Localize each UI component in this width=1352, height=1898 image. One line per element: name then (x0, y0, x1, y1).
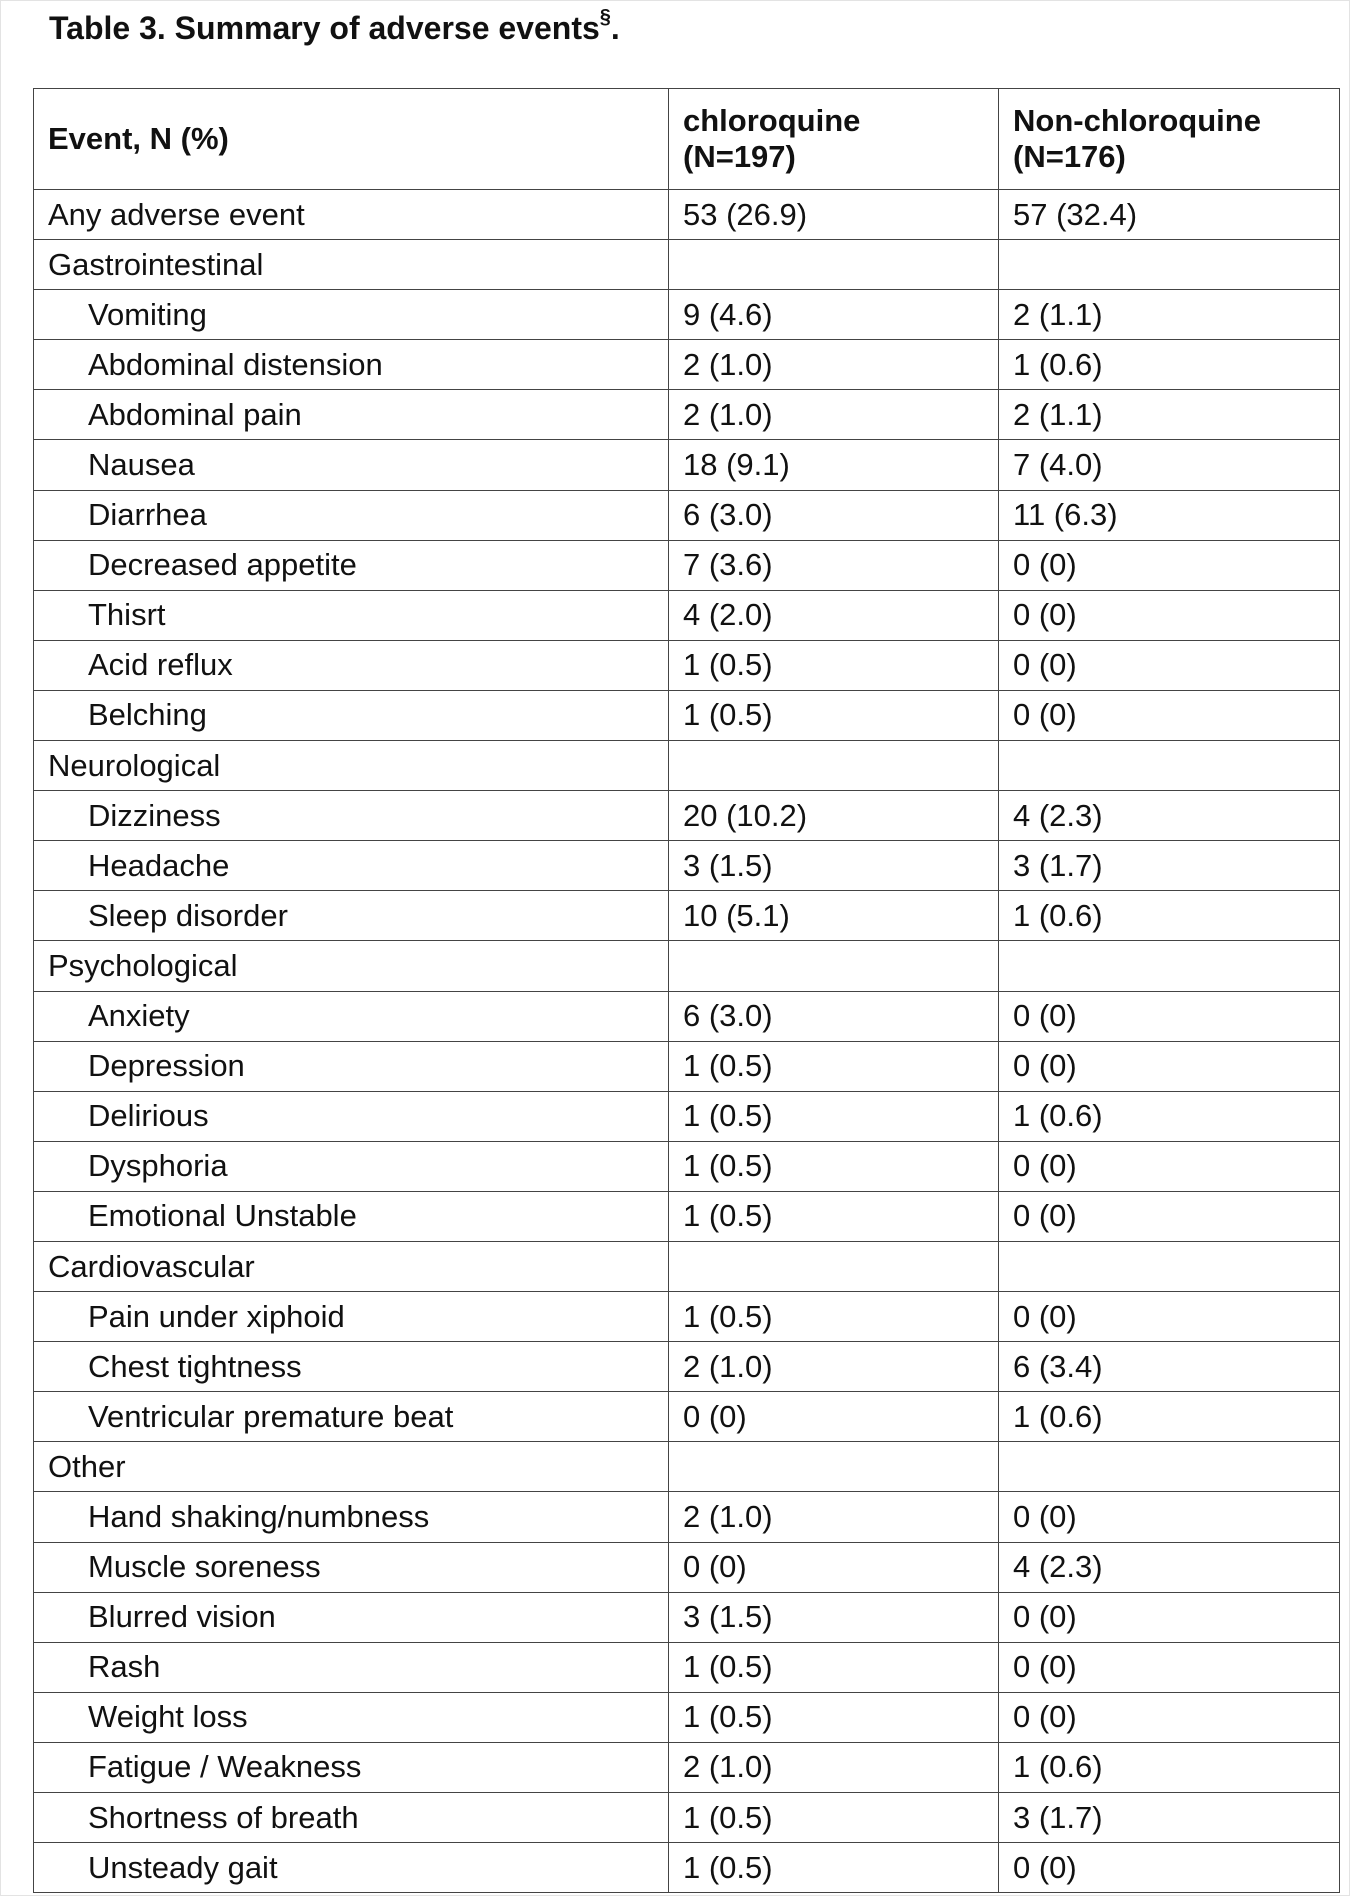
table-row (34, 490, 1340, 540)
chloroquine-cell (669, 1241, 999, 1291)
table-row (34, 791, 1340, 841)
nonchloroquine-cell: 6 (3.4) (999, 1342, 1340, 1392)
chloroquine-cell: 1 (0.5) (669, 1292, 999, 1342)
nonchloroquine-cell: 0 (0) (999, 991, 1340, 1041)
event-cell: Dizziness (34, 791, 669, 841)
nonchloroquine-cell: 0 (0) (999, 1191, 1340, 1241)
table-row (34, 1342, 1340, 1392)
nonchloroquine-cell: 0 (0) (999, 1041, 1340, 1091)
chloroquine-cell: 0 (0) (669, 1542, 999, 1592)
chloroquine-cell: 1 (0.5) (669, 1793, 999, 1843)
nonchloroquine-cell: 0 (0) (999, 1843, 1340, 1893)
nonchloroquine-cell: 0 (0) (999, 1592, 1340, 1642)
nonchloroquine-cell (999, 1241, 1340, 1291)
nonchloroquine-cell: 0 (0) (999, 1141, 1340, 1191)
chloroquine-cell: 2 (1.0) (669, 1342, 999, 1392)
nonchloroquine-cell: 0 (0) (999, 540, 1340, 590)
chloroquine-cell: 4 (2.0) (669, 590, 999, 640)
table-row (34, 290, 1340, 340)
table-row (34, 640, 1340, 690)
nonchloroquine-cell: 4 (2.3) (999, 791, 1340, 841)
table-row (34, 841, 1340, 891)
event-cell: Hand shaking/numbness (34, 1492, 669, 1542)
table-row (34, 240, 1340, 290)
event-cell: Weight loss (34, 1692, 669, 1742)
chloroquine-cell: 1 (0.5) (669, 640, 999, 690)
nonchloroquine-cell: 3 (1.7) (999, 1793, 1340, 1843)
nonchloroquine-cell (999, 1442, 1340, 1492)
category-cell: Cardiovascular (34, 1241, 669, 1291)
event-cell: Acid reflux (34, 640, 669, 690)
nonchloroquine-cell: 2 (1.1) (999, 390, 1340, 440)
event-cell: Decreased appetite (34, 540, 669, 590)
table-caption (49, 8, 620, 48)
table-row (34, 991, 1340, 1041)
event-cell: Nausea (34, 440, 669, 490)
header-event: Event, N (%) (34, 89, 669, 190)
table-row (34, 1642, 1340, 1692)
table-row (34, 190, 1340, 240)
table-row (34, 1041, 1340, 1091)
chloroquine-cell: 2 (1.0) (669, 390, 999, 440)
table-row (34, 1542, 1340, 1592)
event-cell: Dysphoria (34, 1141, 669, 1191)
table-row (34, 440, 1340, 490)
table-row (34, 1241, 1340, 1291)
nonchloroquine-cell (999, 240, 1340, 290)
chloroquine-cell: 6 (3.0) (669, 490, 999, 540)
table-body (34, 190, 1340, 1893)
caption-suffix: . (610, 10, 620, 46)
nonchloroquine-cell: 11 (6.3) (999, 490, 1340, 540)
chloroquine-cell (669, 240, 999, 290)
nonchloroquine-cell: 7 (4.0) (999, 440, 1340, 490)
category-cell: Psychological (34, 941, 669, 991)
adverse-events-table (33, 88, 1340, 1893)
event-cell: Depression (34, 1041, 669, 1091)
chloroquine-cell: 10 (5.1) (669, 891, 999, 941)
nonchloroquine-cell: 0 (0) (999, 1492, 1340, 1542)
event-cell: Unsteady gait (34, 1843, 669, 1893)
nonchloroquine-cell: 57 (32.4) (999, 190, 1340, 240)
event-cell: Rash (34, 1642, 669, 1692)
table-row (34, 1692, 1340, 1742)
chloroquine-cell: 3 (1.5) (669, 1592, 999, 1642)
nonchloroquine-cell: 1 (0.6) (999, 1392, 1340, 1442)
table-row (34, 590, 1340, 640)
event-cell: Abdominal pain (34, 390, 669, 440)
header-nonchloroquine: Non-chloroquine (N=176) (999, 89, 1340, 190)
event-cell: Diarrhea (34, 490, 669, 540)
chloroquine-cell: 1 (0.5) (669, 1191, 999, 1241)
chloroquine-cell: 9 (4.6) (669, 290, 999, 340)
nonchloroquine-cell: 1 (0.6) (999, 1091, 1340, 1141)
chloroquine-cell: 1 (0.5) (669, 1843, 999, 1893)
table-row (34, 1843, 1340, 1893)
chloroquine-cell (669, 1442, 999, 1492)
event-cell: Emotional Unstable (34, 1191, 669, 1241)
event-cell: Muscle soreness (34, 1542, 669, 1592)
event-cell: Blurred vision (34, 1592, 669, 1642)
nonchloroquine-cell: 0 (0) (999, 590, 1340, 640)
event-cell: Vomiting (34, 290, 669, 340)
event-cell: Fatigue / Weakness (34, 1742, 669, 1792)
chloroquine-cell: 1 (0.5) (669, 1692, 999, 1742)
nonchloroquine-cell: 2 (1.1) (999, 290, 1340, 340)
chloroquine-cell: 1 (0.5) (669, 1141, 999, 1191)
table-row (34, 941, 1340, 991)
table-row (34, 1141, 1340, 1191)
event-cell: Pain under xiphoid (34, 1292, 669, 1342)
header-chloroquine: chloroquine (N=197) (669, 89, 999, 190)
table-row (34, 741, 1340, 791)
table-row (34, 1592, 1340, 1642)
chloroquine-cell: 53 (26.9) (669, 190, 999, 240)
table-row (34, 690, 1340, 740)
nonchloroquine-cell: 0 (0) (999, 1692, 1340, 1742)
chloroquine-cell: 2 (1.0) (669, 1742, 999, 1792)
chloroquine-cell: 6 (3.0) (669, 991, 999, 1041)
category-cell: Gastrointestinal (34, 240, 669, 290)
chloroquine-cell: 0 (0) (669, 1392, 999, 1442)
chloroquine-cell: 1 (0.5) (669, 1091, 999, 1141)
caption-text: Table 3. Summary of adverse events (49, 10, 600, 46)
chloroquine-cell (669, 941, 999, 991)
table-row (34, 1392, 1340, 1442)
chloroquine-cell: 7 (3.6) (669, 540, 999, 590)
chloroquine-cell: 1 (0.5) (669, 1642, 999, 1692)
nonchloroquine-cell: 0 (0) (999, 1642, 1340, 1692)
chloroquine-cell: 20 (10.2) (669, 791, 999, 841)
table-row (34, 1492, 1340, 1542)
chloroquine-cell: 3 (1.5) (669, 841, 999, 891)
nonchloroquine-cell: 4 (2.3) (999, 1542, 1340, 1592)
event-cell: Anxiety (34, 991, 669, 1041)
event-cell: Headache (34, 841, 669, 891)
table-row (34, 1742, 1340, 1792)
chloroquine-cell: 1 (0.5) (669, 690, 999, 740)
table-row (34, 390, 1340, 440)
category-cell: Any adverse event (34, 190, 669, 240)
nonchloroquine-cell: 0 (0) (999, 640, 1340, 690)
event-cell: Belching (34, 690, 669, 740)
nonchloroquine-cell: 0 (0) (999, 690, 1340, 740)
chloroquine-cell: 2 (1.0) (669, 1492, 999, 1542)
nonchloroquine-cell: 3 (1.7) (999, 841, 1340, 891)
chloroquine-cell (669, 741, 999, 791)
chloroquine-cell: 1 (0.5) (669, 1041, 999, 1091)
event-cell: Chest tightness (34, 1342, 669, 1392)
event-cell: Abdominal distension (34, 340, 669, 390)
chloroquine-cell: 18 (9.1) (669, 440, 999, 490)
event-cell: Delirious (34, 1091, 669, 1141)
nonchloroquine-cell (999, 741, 1340, 791)
table-row (34, 1442, 1340, 1492)
event-cell: Sleep disorder (34, 891, 669, 941)
table-row (34, 1292, 1340, 1342)
table-row (34, 1793, 1340, 1843)
event-cell: Ventricular premature beat (34, 1392, 669, 1442)
nonchloroquine-cell (999, 941, 1340, 991)
chloroquine-cell: 2 (1.0) (669, 340, 999, 390)
table-row (34, 1091, 1340, 1141)
category-cell: Other (34, 1442, 669, 1492)
table-row (34, 1191, 1340, 1241)
caption-superscript: § (599, 6, 611, 29)
table-row (34, 340, 1340, 390)
event-cell: Thisrt (34, 590, 669, 640)
nonchloroquine-cell: 0 (0) (999, 1292, 1340, 1342)
nonchloroquine-cell: 1 (0.6) (999, 1742, 1340, 1792)
nonchloroquine-cell: 1 (0.6) (999, 891, 1340, 941)
nonchloroquine-cell: 1 (0.6) (999, 340, 1340, 390)
event-cell: Shortness of breath (34, 1793, 669, 1843)
header-row (34, 89, 1340, 190)
category-cell: Neurological (34, 741, 669, 791)
table-row (34, 891, 1340, 941)
table-row (34, 540, 1340, 590)
